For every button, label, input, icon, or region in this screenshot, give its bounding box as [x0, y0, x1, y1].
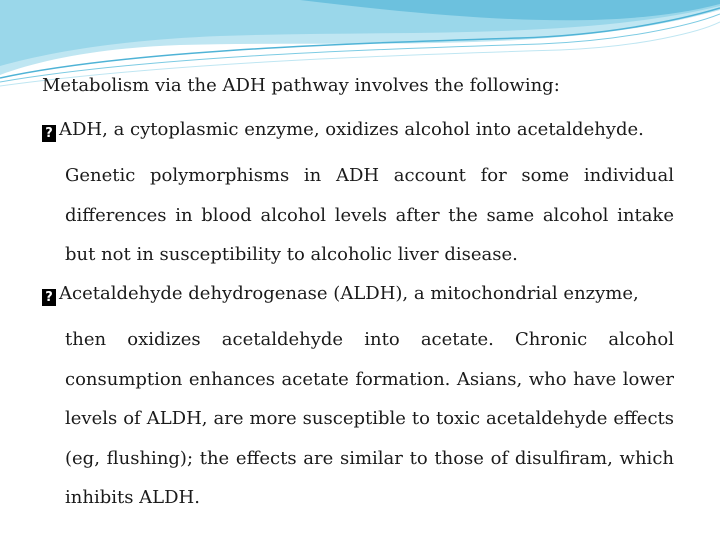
- intro-heading: Metabolism via the ADH pathway involves the following:: [42, 75, 560, 96]
- bullet-item: [42, 282, 674, 518]
- bullet-glyph-icon: ?: [42, 289, 56, 306]
- bullet-glyph-icon: ?: [42, 125, 56, 142]
- bullet-text-first: Acetaldehyde dehydrogenase (ALDH), a mitochondrial enzyme,: [59, 283, 639, 304]
- bullet-text-rest: then oxidizes acetaldehyde into acetate. Chronic alcohol consumption enhances acetate formation. Asians, who have lower levels of ALDH, are more susceptible to toxic acetaldehyde effects (eg, flushing); the effects are similar to those of disulfiram, which inhibits ALDH.: [65, 329, 674, 508]
- bullet-item: [42, 118, 674, 275]
- bullet-text-rest: Genetic polymorphisms in ADH account for some individual differences in blood alcohol levels after the same alcohol intake but not in susceptibility to alcoholic liver disease.: [65, 165, 674, 265]
- bullet-text-first: ADH, a cytoplasmic enzyme, oxidizes alcohol into acetaldehyde.: [59, 119, 644, 140]
